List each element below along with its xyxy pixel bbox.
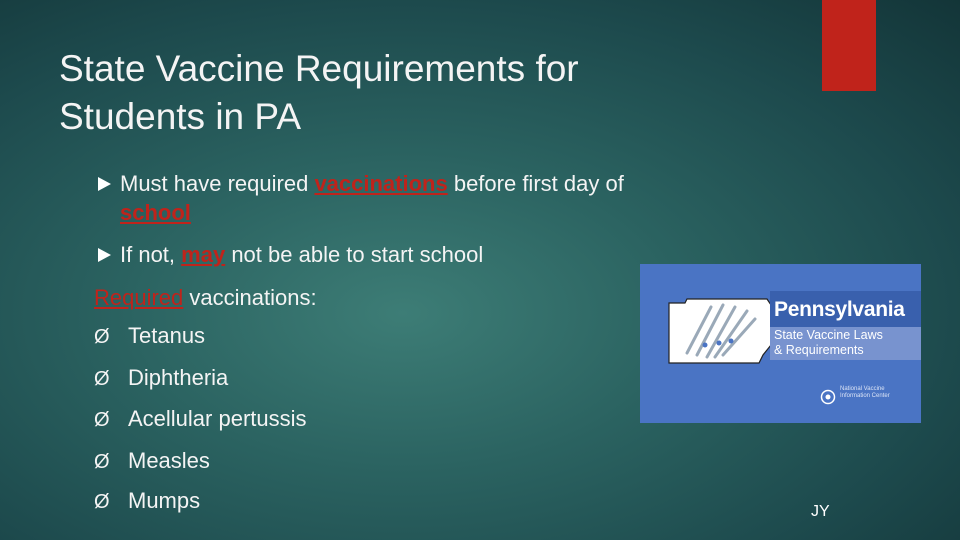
vaccination-item: Ø Mumps <box>94 486 200 517</box>
bullet-text-1: Must have required vaccinations before first day of school <box>120 171 624 225</box>
empty-set-icon: Ø <box>94 491 110 513</box>
triangle-bullet-icon <box>98 177 111 191</box>
required-vaccinations-heading: Required vaccinations: <box>94 285 317 310</box>
highlight-may: may <box>181 242 226 267</box>
card-subtitle: State Vaccine Laws & Requirements <box>774 328 883 357</box>
pennsylvania-map-icon <box>667 297 779 365</box>
highlight-required: Required <box>94 285 184 310</box>
triangle-bullet-icon <box>98 248 111 262</box>
empty-set-icon: Ø <box>94 368 110 390</box>
nvic-logo-icon <box>820 389 836 405</box>
vaccination-item: Ø Diphtheria <box>94 363 228 394</box>
highlight-school: school <box>120 200 191 225</box>
vaccination-item: Ø Measles <box>94 446 210 477</box>
title-line-2: Students in PA <box>59 96 302 137</box>
empty-set-icon: Ø <box>94 409 110 431</box>
accent-bar <box>822 0 876 91</box>
card-state-name: Pennsylvania <box>774 298 905 321</box>
vaccination-item: Ø Tetanus <box>94 321 205 352</box>
empty-set-icon: Ø <box>94 326 110 348</box>
pennsylvania-vaccine-laws-image <box>640 264 921 423</box>
highlight-vaccinations: vaccinations <box>314 171 448 196</box>
slide-title <box>59 45 759 141</box>
bullet-item-1 <box>98 169 738 227</box>
empty-set-icon: Ø <box>94 451 110 473</box>
footer-initials: JY <box>811 503 830 520</box>
vaccination-item: Ø Acellular pertussis <box>94 404 307 435</box>
title-line-1: State Vaccine Requirements for <box>59 48 579 89</box>
card-org-name: National Vaccine Information Center <box>840 386 890 399</box>
bullet-text-2: If not, may not be able to start school <box>120 242 484 267</box>
